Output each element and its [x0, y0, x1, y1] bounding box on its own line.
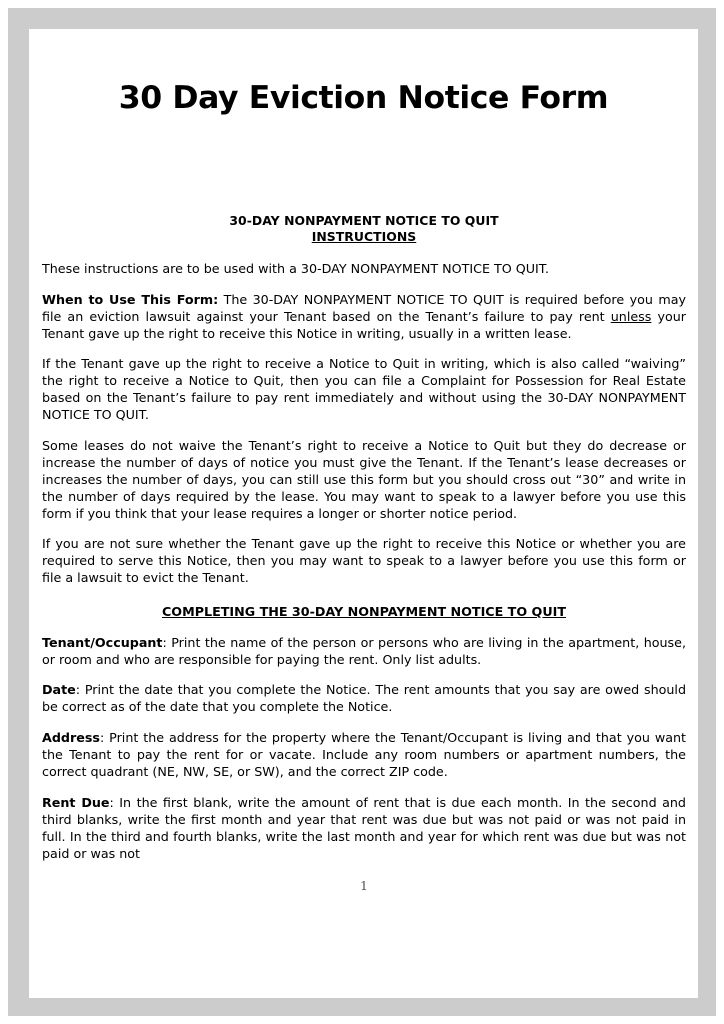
intro-paragraph: These instructions are to be used with a 30-DAY NONPAYMENT NOTICE TO QUIT.	[42, 260, 550, 276]
when-to-use-text-before: The 30-DAY NONPAYMENT NOTICE TO QUIT is required before you may file an eviction lawsuit against your Tenant based on the Tenant’s failure to pay rent	[42, 291, 686, 324]
instructions-heading-line-1: 30-DAY NONPAYMENT NOTICE TO QUIT	[229, 212, 499, 228]
instructions-heading-line-2: INSTRUCTIONS	[311, 228, 417, 244]
field-description-tenant-occupant	[42, 635, 686, 669]
when-to-use-underlined-word: unless	[610, 308, 652, 324]
completing-section-heading: COMPLETING THE 30-DAY NONPAYMENT NOTICE TO QUIT	[161, 604, 567, 620]
page-number: 1	[360, 878, 368, 894]
field-label-address: Address	[42, 730, 100, 746]
field-text-date: : Print the date that you complete the Notice. The rent amounts that you say are owed should be correct as of the date that you complete the Notice.	[42, 682, 686, 715]
when-to-use-paragraph	[42, 292, 686, 343]
not-sure-paragraph: If you are not sure whether the Tenant gave up the right to receive this Notice or whether you are required to serve this Notice, then you may want to speak to a lawyer before you use this form or file a lawsuit to evict the Tenant.	[42, 536, 686, 586]
document-page	[29, 29, 698, 998]
waiving-paragraph: If the Tenant gave up the right to receive a Notice to Quit in writing, which is also called “waiving” the right to receive a Notice to Quit, then you can file a Complaint for Possession for Real Estate based on the Tenant’s failure to pay rent immediately and without using the 30-DAY NONPAYMENT NOTICE TO QUIT.	[42, 356, 686, 423]
field-label-rent-due: Rent Due	[42, 794, 110, 810]
instructions-heading	[42, 213, 686, 245]
document-content	[29, 213, 698, 894]
page-frame-border	[8, 8, 716, 1016]
field-description-rent-due	[42, 795, 686, 863]
when-to-use-text-after: your Tenant gave up the right to receive this Notice in writing, usually in a written lease.	[42, 308, 686, 341]
field-label-tenant-occupant: Tenant/Occupant	[42, 634, 163, 650]
page-title: 30 Day Eviction Notice Form	[118, 80, 609, 116]
field-text-rent-due: : In the first blank, write the amount of rent that is due each month. In the second and third blanks, write the first month and year that rent was due but was not paid or was not paid in full. In the third and fourth blanks, write the last month and year for which rent was due but was not paid or was not	[42, 794, 686, 861]
when-to-use-label: When to Use This Form:	[42, 291, 219, 307]
field-text-address: : Print the address for the property where the Tenant/Occupant is living and that you want the Tenant to pay the rent for or vacate. Include any room numbers or apartment numbers, the correct quadrant (NE, NW, SE, or SW), and the correct ZIP code.	[42, 730, 686, 779]
field-text-tenant-occupant: : Print the name of the person or persons who are living in the apartment, house, or room and who are responsible for paying the rent. Only list adults.	[42, 634, 686, 667]
leases-paragraph: Some leases do not waive the Tenant’s right to receive a Notice to Quit but they do decrease or increase the number of days of notice you must give the Tenant. If the Tenant’s lease decreases or increases the number of days, you can still use this form but you should cross out “30” and write in the number of days required by the lease. You may want to speak to a lawyer before you use this form if you think that your lease requires a longer or shorter notice period.	[42, 438, 686, 521]
field-description-address	[42, 730, 686, 781]
field-description-date	[42, 682, 686, 716]
field-label-date: Date	[42, 682, 76, 698]
